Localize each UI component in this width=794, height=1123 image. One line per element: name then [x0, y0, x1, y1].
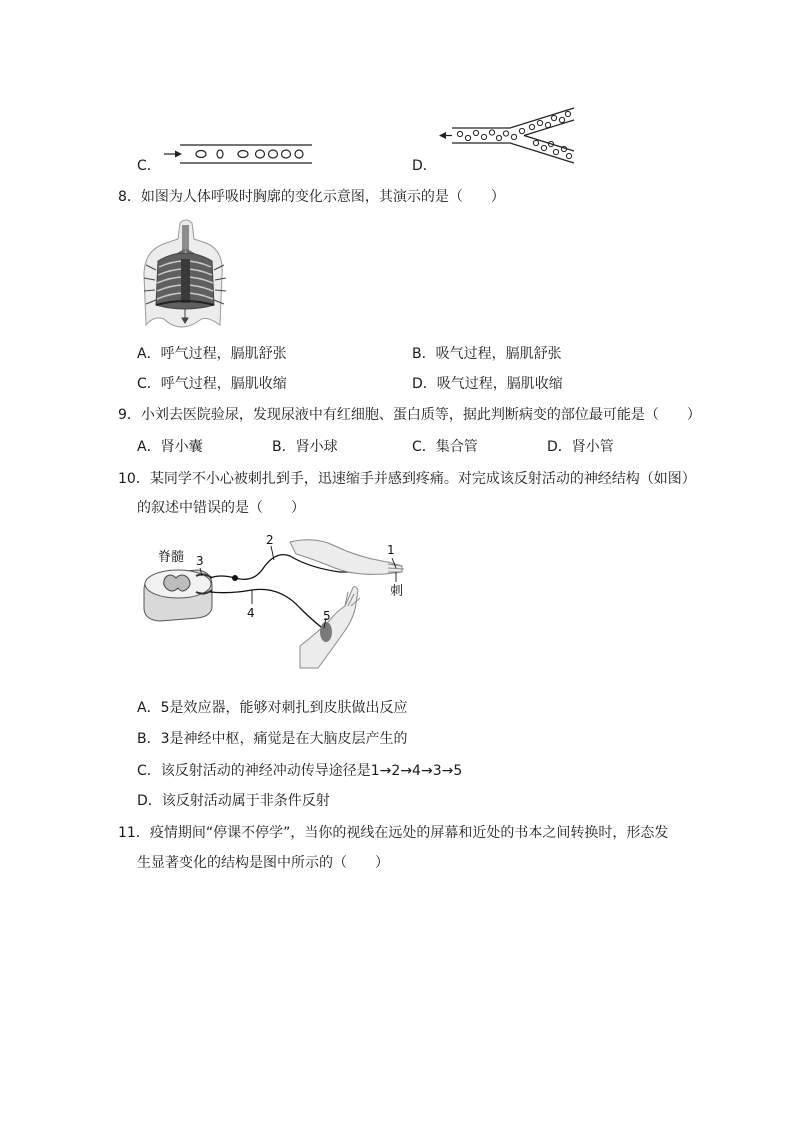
capillary-figure-c — [160, 140, 315, 168]
label-4: 4 — [247, 606, 255, 620]
reflex-arc-figure — [140, 528, 412, 678]
q10-option-d: D．该反射活动属于非条件反射 — [137, 793, 330, 809]
label-3: 3 — [196, 554, 204, 568]
q11-stem-line1: 11．疫情期间“停课不停学”，当你的视线在远处的屏幕和近处的书本之间转换时，形态发 — [118, 825, 669, 841]
q10-option-a: A．5是效应器，能够对刺扎到皮肤做出反应 — [137, 700, 408, 716]
label-2: 2 — [266, 533, 274, 547]
q7-option-d-label: D． — [412, 158, 437, 174]
q9-option-b: B．肾小球 — [272, 439, 338, 455]
label-spinal-cord: 脊髓 — [158, 550, 185, 565]
q9-option-d: D．肾小管 — [547, 439, 614, 455]
label-5: 5 — [323, 609, 331, 623]
q8-option-c: C．呼气过程，膈肌收缩 — [137, 376, 287, 392]
vein-figure-d — [438, 105, 580, 169]
label-thorn: 刺 — [390, 584, 404, 599]
q10-stem-line1: 10．某同学不小心被刺扎到手，迅速缩手并感到疼痛。对完成该反射活动的神经结构（如图） — [118, 471, 696, 487]
q9-option-c: C．集合管 — [412, 439, 478, 455]
q10-option-b: B．3是神经中枢，痛觉是在大脑皮层产生的 — [137, 731, 408, 747]
q8-option-a: A．呼气过程，膈肌舒张 — [137, 346, 287, 362]
q10-option-c: C．该反射活动的神经冲动传导途径是1→2→4→3→5 — [137, 763, 463, 779]
q7-option-c-label: C． — [137, 158, 161, 174]
q9-option-a: A．肾小囊 — [137, 439, 203, 455]
q8-option-d: D．吸气过程，膈肌收缩 — [412, 376, 563, 392]
q8-stem: 8．如图为人体呼吸时胸廓的变化示意图，其演示的是（ ） — [118, 189, 505, 205]
q8-option-b: B．吸气过程，膈肌舒张 — [412, 346, 562, 362]
breathing-chest-figure — [136, 215, 228, 330]
label-1: 1 — [387, 543, 395, 557]
q10-stem-line2: 的叙述中错误的是（ ） — [137, 500, 305, 516]
q11-stem-line2: 生显著变化的结构是图中所示的（ ） — [137, 855, 389, 871]
q9-stem: 9．小刘去医院验尿，发现尿液中有红细胞、蛋白质等，据此判断病变的部位最可能是（ ） — [118, 407, 701, 423]
